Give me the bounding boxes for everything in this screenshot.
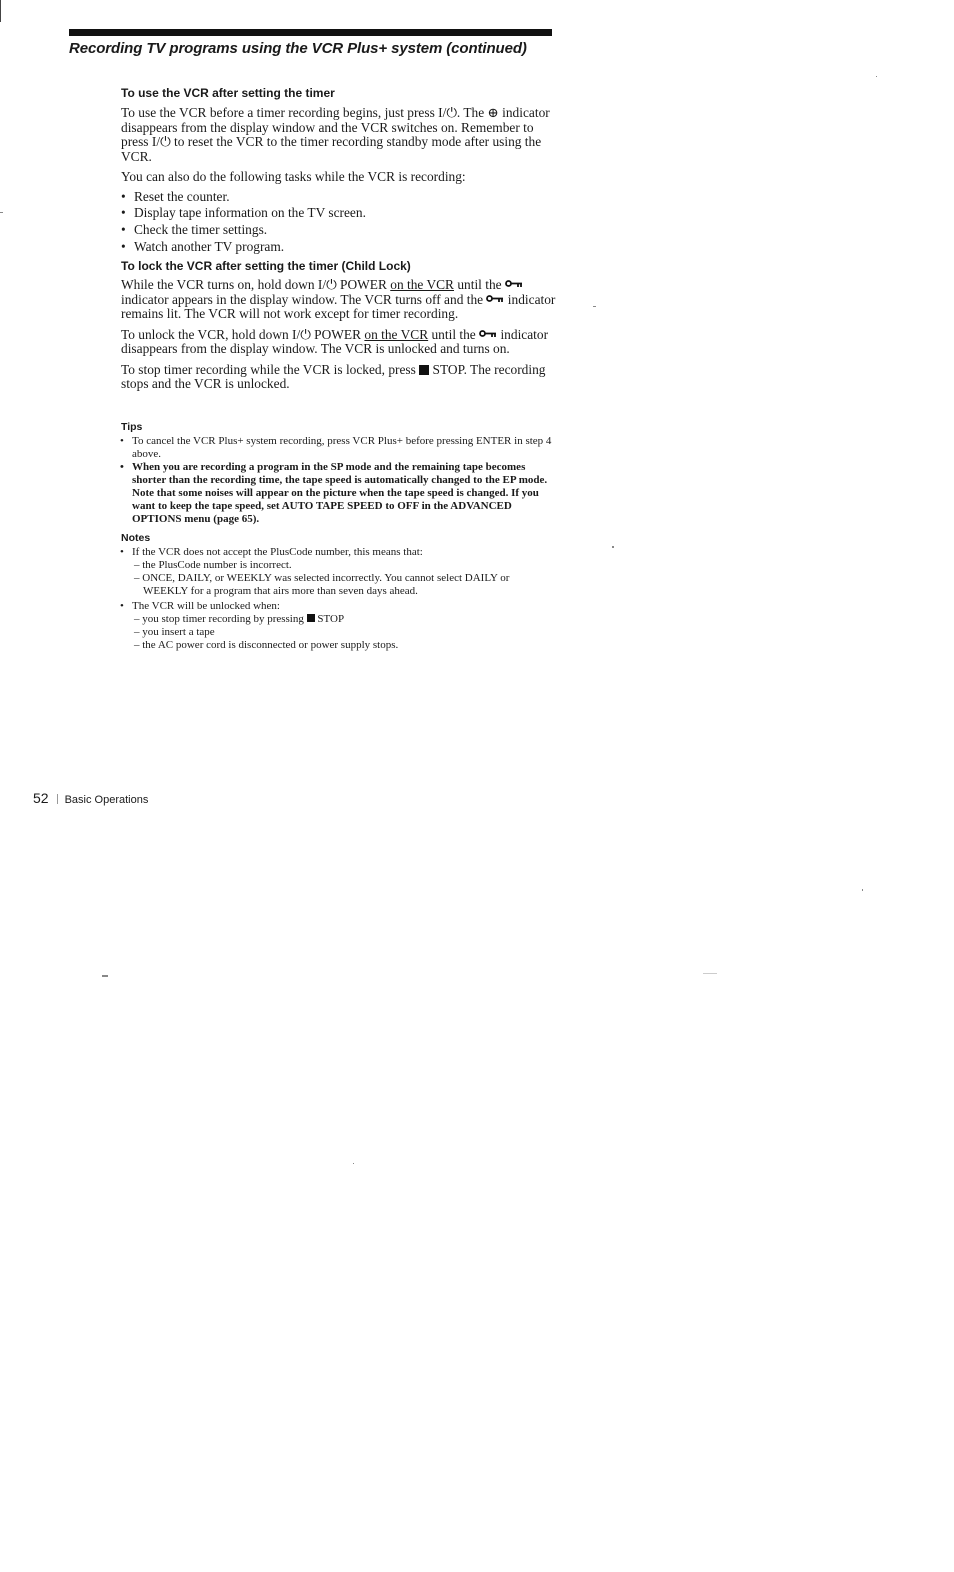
scan-speck	[353, 1163, 354, 1164]
tips-list	[119, 435, 556, 526]
stop-icon	[419, 365, 429, 375]
page-title: Recording TV programs using the VCR Plus+ system (continued)	[69, 40, 527, 57]
note-subitem: – ONCE, DAILY, or WEEKLY was selected incorrectly. You cannot select DAILY or WEEKLY for a program that airs more than seven days ahead.	[134, 572, 510, 597]
power-icon: ⏻	[326, 277, 337, 293]
section-name: Basic Operations	[64, 794, 149, 806]
notes-section	[121, 532, 556, 652]
list-item: • Display tape information on the TV screen.	[121, 205, 556, 222]
tasks-intro: You can also do the following tasks while the VCR is recording:	[121, 169, 466, 184]
note-subitem: – you insert a tape	[134, 626, 215, 638]
note-item: • The VCR will be unlocked when: – you stop timer recording by pressing STOP – you insert a tape – the AC power cord is disconnected or power supply stops.	[119, 600, 556, 652]
tips-heading: Tips	[121, 421, 143, 433]
scan-speck	[0, 212, 3, 213]
tip-item: • To cancel the VCR Plus+ system recording, press VCR Plus+ before pressing ENTER in step 4 above.	[119, 435, 556, 461]
stop-paragraph: To stop timer recording while the VCR is locked, press STOP. The recording stops and the VCR is unlocked.	[121, 361, 546, 392]
timer-clock-icon: ⊕	[487, 105, 499, 120]
list-item: • Check the timer settings.	[121, 222, 556, 239]
tip-item: • When you are recording a program in the SP mode and the remaining tape becomes shorter than the recording time, the tape speed is automatically changed to the EP mode. Note that some noises will appear on the picture when the tape speed is changed. If you want to keep the tape speed, set AUTO TAPE SPEED to OFF in the ADVANCED OPTIONS menu (page 65).	[119, 461, 556, 526]
page-footer	[33, 790, 148, 808]
note-item: • If the VCR does not accept the PlusCode number, this means that: – the PlusCode number is incorrect. – ONCE, DAILY, or WEEKLY was selected incorrectly. You cannot select DAILY or WEEKLY for a program that airs more than seven days ahead.	[119, 546, 556, 598]
note-subitem: – the AC power cord is disconnected or power supply stops.	[134, 639, 399, 651]
note-subitem: – you stop timer recording by pressing STOP	[134, 613, 345, 625]
scan-speck	[703, 973, 717, 974]
scan-edge-mark	[0, 0, 1, 22]
scan-speck	[612, 546, 614, 548]
scan-speck	[102, 975, 108, 977]
scan-speck	[593, 306, 596, 307]
scan-speck	[862, 889, 863, 891]
power-icon: ⏻	[160, 134, 171, 149]
tips-section	[121, 421, 556, 526]
notes-list	[119, 546, 556, 652]
key-icon	[479, 329, 497, 338]
use-vcr-paragraph: To use the VCR before a timer recording begins, just press I/⏻. The ⊕ indicator disappears from the display window and the VCR switches on. Remember to press I/⏻ to reset the VCR to the timer recording standby mode after using the VCR.	[121, 105, 550, 164]
note-subitem: – the PlusCode number is incorrect.	[134, 559, 292, 571]
scan-speck	[876, 76, 877, 77]
tasks-list	[121, 189, 556, 256]
child-lock-paragraph: While the VCR turns on, hold down I/⏻ POWER on the VCR until the indicator appears in the display window. The VCR turns off and the indicator remains lit. The VCR will not work except for timer recording.	[121, 277, 556, 322]
key-icon	[505, 279, 523, 288]
notes-heading: Notes	[121, 532, 151, 544]
main-content	[121, 86, 556, 392]
footer-divider	[57, 794, 58, 804]
section-heading-use-vcr: To use the VCR after setting the timer	[121, 86, 335, 100]
header-rule	[69, 29, 552, 36]
power-icon: ⏻	[300, 326, 311, 342]
list-item: • Watch another TV program.	[121, 239, 556, 256]
unlock-paragraph: To unlock the VCR, hold down I/⏻ POWER on the VCR until the indicator disappears from the display window. The VCR is unlocked and turns on.	[121, 326, 549, 357]
stop-icon	[307, 614, 315, 622]
page-number: 52	[33, 790, 49, 806]
section-heading-child-lock: To lock the VCR after setting the timer (Child Lock)	[121, 259, 411, 274]
list-item: • Reset the counter.	[121, 189, 556, 206]
key-icon	[486, 294, 504, 303]
power-icon: ⏻	[446, 105, 457, 120]
